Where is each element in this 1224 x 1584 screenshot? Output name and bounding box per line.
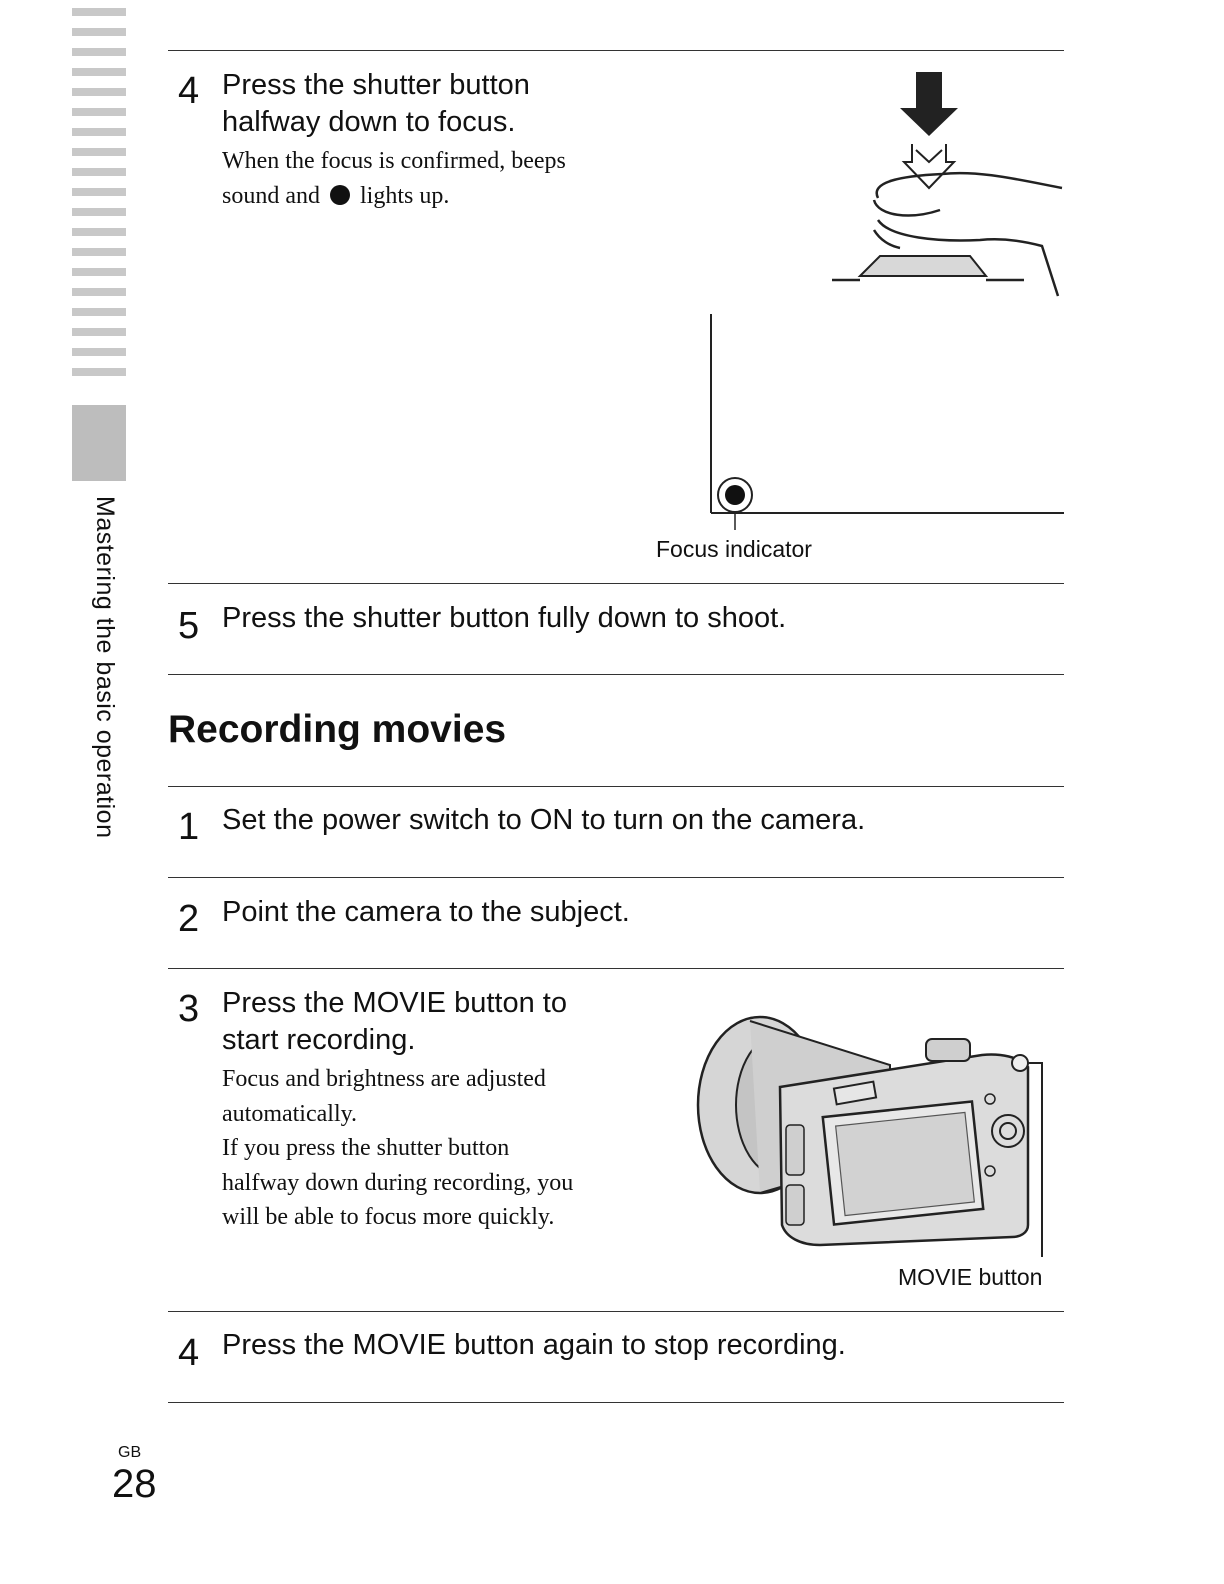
- focus-indicator-illustration: [700, 310, 1070, 530]
- divider: [168, 877, 1064, 878]
- step-title: Set the power switch to ON to turn on the camera.: [222, 804, 866, 836]
- movie-button-icon: [1012, 1055, 1028, 1071]
- step-title: Press the shutter button fully down to shoot.: [222, 602, 787, 634]
- step-number: 2: [178, 898, 200, 940]
- focus-indicator-caption: Focus indicator: [656, 536, 812, 562]
- shutter-press-illustration: [830, 70, 1070, 300]
- step-body-text: lights up.: [360, 183, 450, 209]
- step-body-line: halfway down during recording, you: [222, 1170, 574, 1196]
- page-region-code: GB: [118, 1444, 142, 1461]
- step-body-line: [222, 179, 449, 214]
- step-number: 4: [178, 70, 200, 112]
- section-side-label: Mastering the basic operation: [91, 496, 119, 839]
- step-title: Press the MOVIE button again to stop recording.: [222, 1329, 846, 1361]
- step-body-line: If you press the shutter button: [222, 1135, 510, 1161]
- step-number: 1: [178, 806, 200, 848]
- divider: [168, 786, 1064, 787]
- step-title: Point the camera to the subject.: [222, 896, 630, 928]
- divider: [168, 1311, 1064, 1312]
- section-title: Recording movies: [168, 708, 507, 751]
- side-tab-decoration: [68, 0, 130, 490]
- step-title-line: Press the MOVIE button to: [222, 987, 567, 1019]
- movie-button-caption: MOVIE button: [898, 1264, 1043, 1290]
- divider: [168, 50, 1064, 51]
- step-title-line: Press the shutter button: [222, 69, 530, 101]
- divider: [168, 674, 1064, 675]
- step-number: 3: [178, 988, 200, 1030]
- camera-illustration: [690, 1005, 1060, 1265]
- step-number: 4: [178, 1332, 200, 1374]
- down-arrow-icon: [900, 72, 958, 136]
- step-body-line: automatically.: [222, 1101, 358, 1127]
- step-title-line: halfway down to focus.: [222, 106, 516, 138]
- step-title-line: start recording.: [222, 1024, 416, 1056]
- focus-dot-icon: [330, 185, 350, 205]
- divider: [168, 968, 1064, 969]
- divider: [168, 1402, 1064, 1403]
- half-arrow-icon: [904, 144, 954, 188]
- page-number: 28: [112, 1462, 157, 1506]
- step-body-line: When the focus is confirmed, beeps: [222, 148, 566, 174]
- step-body-line: will be able to focus more quickly.: [222, 1204, 555, 1230]
- step-body-text: sound and: [222, 183, 320, 209]
- step-number: 5: [178, 605, 200, 647]
- divider: [168, 583, 1064, 584]
- step-body-line: Focus and brightness are adjusted: [222, 1066, 546, 1092]
